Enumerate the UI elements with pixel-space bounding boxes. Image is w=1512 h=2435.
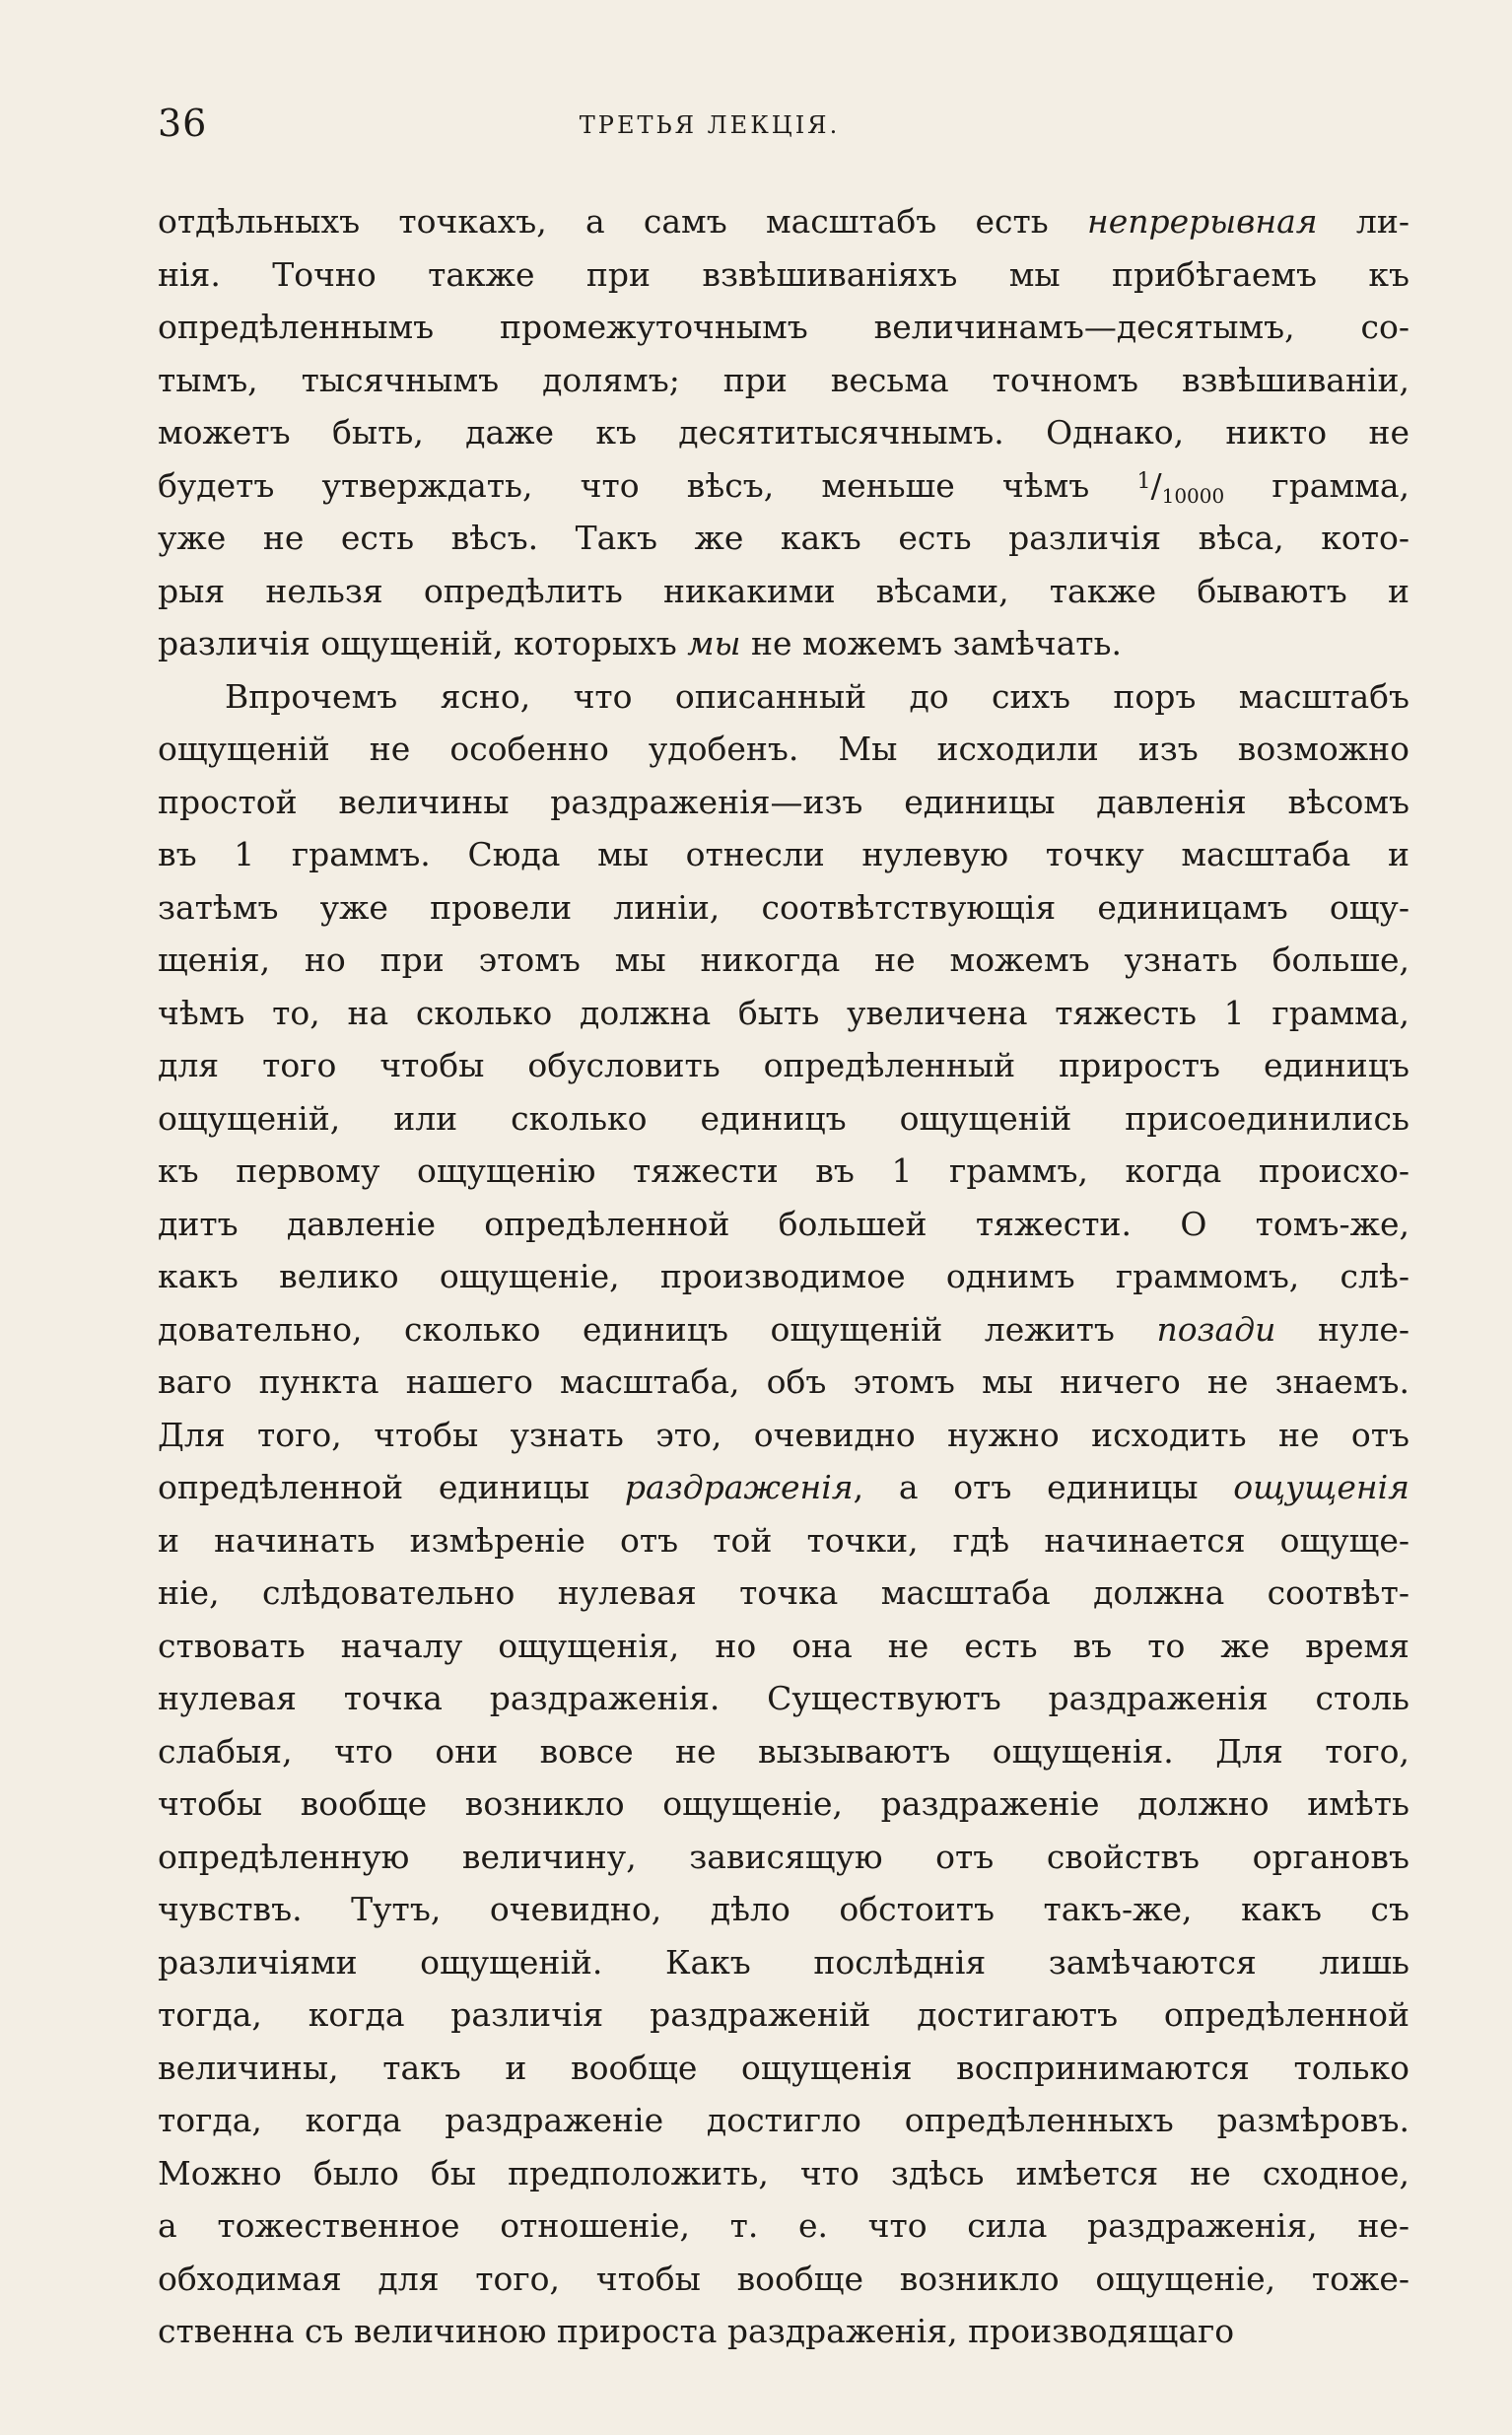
text-run: различія ощущеній, которыхъ [158,624,688,662]
text-line [158,1409,1409,1462]
running-head: ТРЕТЬЯ ЛЕКЦІЯ. [579,111,841,139]
text-line [158,1303,1409,1357]
text-run: будетъ утверждать, что вѣсъ, меньше чѣмъ [158,465,1137,505]
text-run: рыя нельзя опредѣлить никакими вѣсами, также бываютъ и [158,571,1409,610]
text-line [158,1145,1409,1198]
text-run: опредѣленнымъ промежуточнымъ величинамъ—десятымъ, со- [158,308,1409,346]
text-line [158,1461,1409,1514]
text-run: не можемъ замѣчать. [740,624,1123,662]
text-run: отдѣльныхъ точкахъ, а самъ масштабъ есть [158,202,1087,241]
text-line [158,248,1409,302]
text-line [158,301,1409,354]
text-run: нулевая точка раздраженія. Существуютъ раздраженія столь [158,1679,1409,1717]
text-line [158,1566,1409,1620]
text-run: тогда, когда различія раздраженій достигаютъ опредѣленной [158,1995,1409,2034]
text-run: Можно было бы предположить, что здѣсь имѣется не сходное, [158,2153,1409,2192]
text-run: тымъ, тысячнымъ долямъ; при весьма точномъ взвѣшиваніи, [158,360,1409,399]
text-run: тогда, когда раздраженіе достигло опредѣленныхъ размѣровъ. [158,2101,1409,2139]
italic-term: раздраженія [624,1468,854,1506]
text-run: въ 1 граммъ. Сюда мы отнесли нулевую точку масштаба и [158,835,1409,873]
text-line [158,1514,1409,1567]
text-run: къ первому ощущенію тяжести въ 1 граммъ, когда происхо- [158,1151,1409,1190]
text-run: грамма, [1224,465,1409,505]
text-line [158,565,1409,618]
text-line [158,1092,1409,1146]
text-line [158,881,1409,935]
text-line [158,2042,1409,2095]
text-run: , а отъ единицы [853,1468,1234,1506]
text-run: щенія, но при этомъ мы никогда не можемъ узнать больше, [158,940,1409,979]
text-line [158,1356,1409,1409]
text-line [158,2253,1409,2306]
text-run: чтобы вообще возникло ощущеніе, раздраженіе должно имѣть [158,1784,1409,1823]
text-line [158,354,1409,407]
text-run: ствовать началу ощущенія, но она не есть въ то же время [158,1626,1409,1665]
text-line [158,195,1409,248]
text-run: ственна съ величиною прироста раздраженія, производящаго [158,2312,1235,2350]
text-line [158,1250,1409,1303]
text-line [158,1198,1409,1251]
text-line [158,1725,1409,1778]
text-line [158,1620,1409,1673]
text-line [158,1777,1409,1831]
text-line [158,934,1409,987]
text-run: слабыя, что они вовсе не вызываютъ ощущенія. Для того, [158,1731,1409,1771]
text-run: ощущеній, или сколько единицъ ощущеній присоединились [158,1098,1409,1138]
text-run: довательно, сколько единицъ ощущеній лежитъ [158,1309,1157,1349]
text-line [158,987,1409,1040]
text-line [158,828,1409,881]
text-run: Впрочемъ ясно, что описанный до сихъ поръ масштабъ [225,676,1409,716]
italic-term: мы [687,624,741,662]
fraction-numerator: 1 [1136,468,1151,494]
page-number: 36 [158,102,208,145]
fraction-denominator: 10000 [1161,483,1225,508]
text-run: различіями ощущеній. Какъ послѣднія замѣчаются лишь [158,1942,1409,1982]
text-line [158,1831,1409,1884]
text-run: Для того, чтобы узнать это, очевидно нужно исходить не отъ [158,1415,1409,1454]
text-run: можетъ быть, даже къ десятитысячнымъ. Однако, никто не [158,413,1409,452]
text-run: нуле- [1275,1309,1409,1349]
italic-term: позади [1156,1309,1276,1349]
text-line [158,2147,1409,2200]
text-line [158,776,1409,829]
text-line [158,512,1409,565]
text-run: и начинать измѣреніе отъ той точки, гдѣ начинается ощуще- [158,1520,1409,1560]
text-run: простой величины раздраженія—изъ единицы давленія вѣсомъ [158,782,1409,821]
text-run: уже не есть вѣсъ. Такъ же какъ есть различія вѣса, кото- [158,519,1409,557]
text-run: а тожественное отношеніе, т. е. что сила раздраженія, не- [158,2206,1409,2245]
text-run: чувствъ. Тутъ, очевидно, дѣло обстоитъ такъ-же, какъ съ [158,1890,1409,1928]
text-run: ніе, слѣдовательно нулевая точка масштаба должна соотвѣт- [158,1573,1409,1612]
text-run: затѣмъ уже провели линіи, соотвѣтствующія единицамъ ощу- [158,887,1409,927]
text-run: чѣмъ то, на сколько должна быть увеличена тяжесть 1 грамма, [158,993,1409,1032]
text-run: дитъ давленіе опредѣленной большей тяжести. О томъ-же, [158,1204,1409,1243]
italic-term: ощущенія [1233,1468,1409,1506]
page-header [158,99,1419,158]
text-run: ваго пункта нашего масштаба, объ этомъ мы ничего не знаемъ. [158,1362,1409,1401]
text-line [158,723,1409,776]
text-run: какъ велико ощущеніе, производимое однимъ граммомъ, слѣ- [158,1257,1409,1295]
text-line [158,1039,1409,1092]
text-run: ли- [1317,202,1409,241]
text-line [158,459,1409,513]
text-line [158,1672,1409,1725]
text-line [158,2305,1409,2358]
text-run: величины, такъ и вообще ощущенія воспринимаются только [158,2048,1409,2087]
text-run: опредѣленную величину, зависящую отъ свойствъ органовъ [158,1837,1409,1876]
text-run: обходимая для того, чтобы вообще возникло ощущеніе, тоже- [158,2259,1409,2298]
text-run: опредѣленной единицы [158,1468,625,1506]
text-run: для того чтобы обусловить опредѣленный приростъ единицъ [158,1046,1409,1084]
text-line [158,2199,1409,2253]
text-run: / [1150,465,1162,505]
text-line [158,2094,1409,2147]
text-line [158,1936,1409,1989]
text-line [158,670,1409,724]
text-line [158,406,1409,459]
text-line [158,617,1409,670]
text-line [158,1988,1409,2042]
italic-term: непрерывная [1086,202,1318,241]
text-line [158,1883,1409,1936]
body-text [158,195,1409,2358]
text-run: ощущеній не особенно удобенъ. Мы исходили изъ возможно [158,730,1409,768]
text-run: нія. Точно также при взвѣшиваніяхъ мы прибѣгаемъ къ [158,254,1409,294]
